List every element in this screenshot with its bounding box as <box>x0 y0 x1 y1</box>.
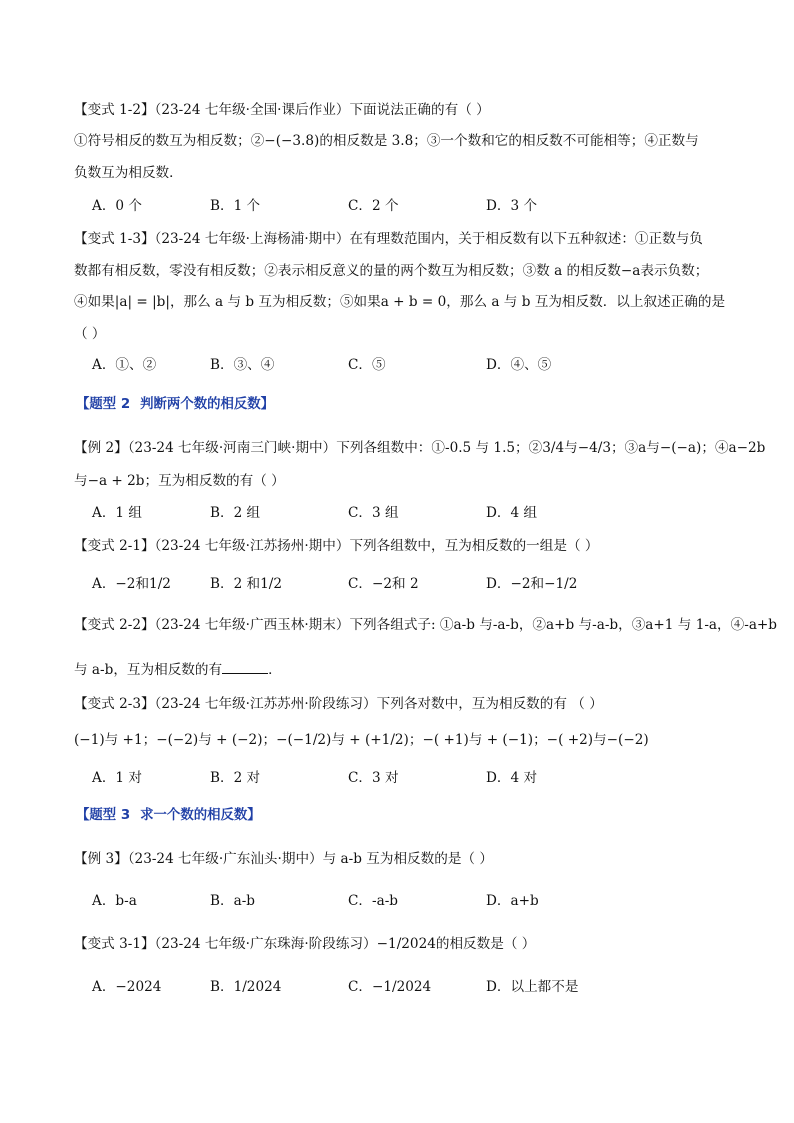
option-b: B．2 对 <box>210 770 261 786</box>
option-b: B．1/2024 <box>210 979 282 995</box>
option-b: B．③、④ <box>210 357 275 373</box>
example-2-stem: 【例 2】（23-24 七年级·河南三门峡·期中）下列各组数中：①-0.5 与 1.5；②3/4与−4/3；③a与−(−a)；④a−2b <box>74 440 766 456</box>
option-c: C．2 个 <box>348 198 399 214</box>
option-c: C．−1/2024 <box>348 979 432 995</box>
option-d: D．④、⑤ <box>486 357 552 373</box>
question-2-2-stem: 【变式 2-2】（23-24 七年级·广西玉林·期末）下列各组式子: ①a-b 与-a-b，②a+b 与-a-b，③a+1 与 1-a，④-a+b <box>74 617 778 633</box>
option-c: C．3 对 <box>348 770 399 786</box>
question-2-3-options <box>92 768 732 788</box>
question-3-1-options <box>92 977 732 997</box>
question-2-1-stem: 【变式 2-1】（23-24 七年级·江苏扬州·期中）下列各组数中，互为相反数的一组是（ ） <box>74 538 599 554</box>
option-b: B．a-b <box>210 893 255 909</box>
option-d: D．a+b <box>486 893 539 909</box>
section-heading-3: 【题型 3 求一个数的相反数】 <box>76 808 261 823</box>
question-1-3-bracket: （ ） <box>74 326 106 342</box>
question-2-3-stem: 【变式 2-3】（23-24 七年级·江苏苏州·阶段练习）下列各对数中，互为相反数的有 （ ） <box>74 696 603 712</box>
option-c: C．⑤ <box>348 357 386 373</box>
question-1-3-line-3: ④如果|a| = |b|，那么 a 与 b 互为相反数；⑤如果a + b = 0，那么 a 与 b 互为相反数．以上叙述正确的是 <box>74 294 726 310</box>
option-a: A．0 个 <box>92 198 142 214</box>
example-2-options <box>92 503 732 523</box>
option-d: D．3 个 <box>486 198 538 214</box>
question-2-2-fill-line: 与 a-b，互为相反数的有 ． <box>74 662 282 678</box>
option-d: D．−2和−1/2 <box>486 576 578 592</box>
option-a: A．−2024 <box>92 979 162 995</box>
question-3-1-stem: 【变式 3-1】（23-24 七年级·广东珠海·阶段练习）−1/2024的相反数是（ ） <box>74 936 536 952</box>
option-c: C．−2和 2 <box>348 576 419 592</box>
option-a: A．b-a <box>92 893 137 909</box>
question-1-2-stem: 【变式 1-2】（23-24 七年级·全国·课后作业）下面说法正确的有（ ） <box>74 102 490 118</box>
answer-blank[interactable] <box>222 660 268 674</box>
question-1-3-line-2: 数都有相反数，零没有相反数；②表示相反意义的量的两个数互为相反数；③数 a 的相反数−a表示负数； <box>74 263 709 279</box>
option-d: D．4 组 <box>486 505 538 521</box>
question-1-2-options <box>92 196 732 216</box>
example-2-stem-cont: 与−a + 2b；互为相反数的有（ ） <box>74 473 285 489</box>
question-2-1-options <box>92 574 732 594</box>
question-1-3-stem: 【变式 1-3】（23-24 七年级·上海杨浦·期中）在有理数范围内，关于相反数有以下五种叙述：①正数与负 <box>74 231 703 247</box>
option-d: D．以上都不是 <box>486 979 579 995</box>
example-3-stem: 【例 3】（23-24 七年级·广东汕头·期中）与 a-b 互为相反数的是（ ） <box>74 851 493 867</box>
option-d: D．4 对 <box>486 770 538 786</box>
option-b: B．2 组 <box>210 505 261 521</box>
section-heading-2: 【题型 2 判断两个数的相反数】 <box>76 397 275 412</box>
question-2-3-pairs: (−1)与 +1；−(−2)与 + (−2)；−(−1/2)与 + (+1/2)；−( +1)与 + (−1)；−( +2)与−(−2) <box>74 732 649 748</box>
option-a: A．1 对 <box>92 770 142 786</box>
option-c: C．-a-b <box>348 893 398 909</box>
option-a: A．1 组 <box>92 505 142 521</box>
example-3-options <box>92 891 732 911</box>
option-a: A．①、② <box>92 357 157 373</box>
question-1-2-statements-cont: 负数互为相反数． <box>74 165 183 181</box>
question-1-3-options <box>92 355 732 375</box>
option-b: B．1 个 <box>210 198 261 214</box>
option-b: B．2 和1/2 <box>210 576 283 592</box>
option-a: A．−2和1/2 <box>92 576 171 592</box>
question-1-2-statements: ①符号相反的数互为相反数；②−(−3.8)的相反数是 3.8；③一个数和它的相反数不可能相等；④正数与 <box>74 133 699 149</box>
option-c: C．3 组 <box>348 505 399 521</box>
